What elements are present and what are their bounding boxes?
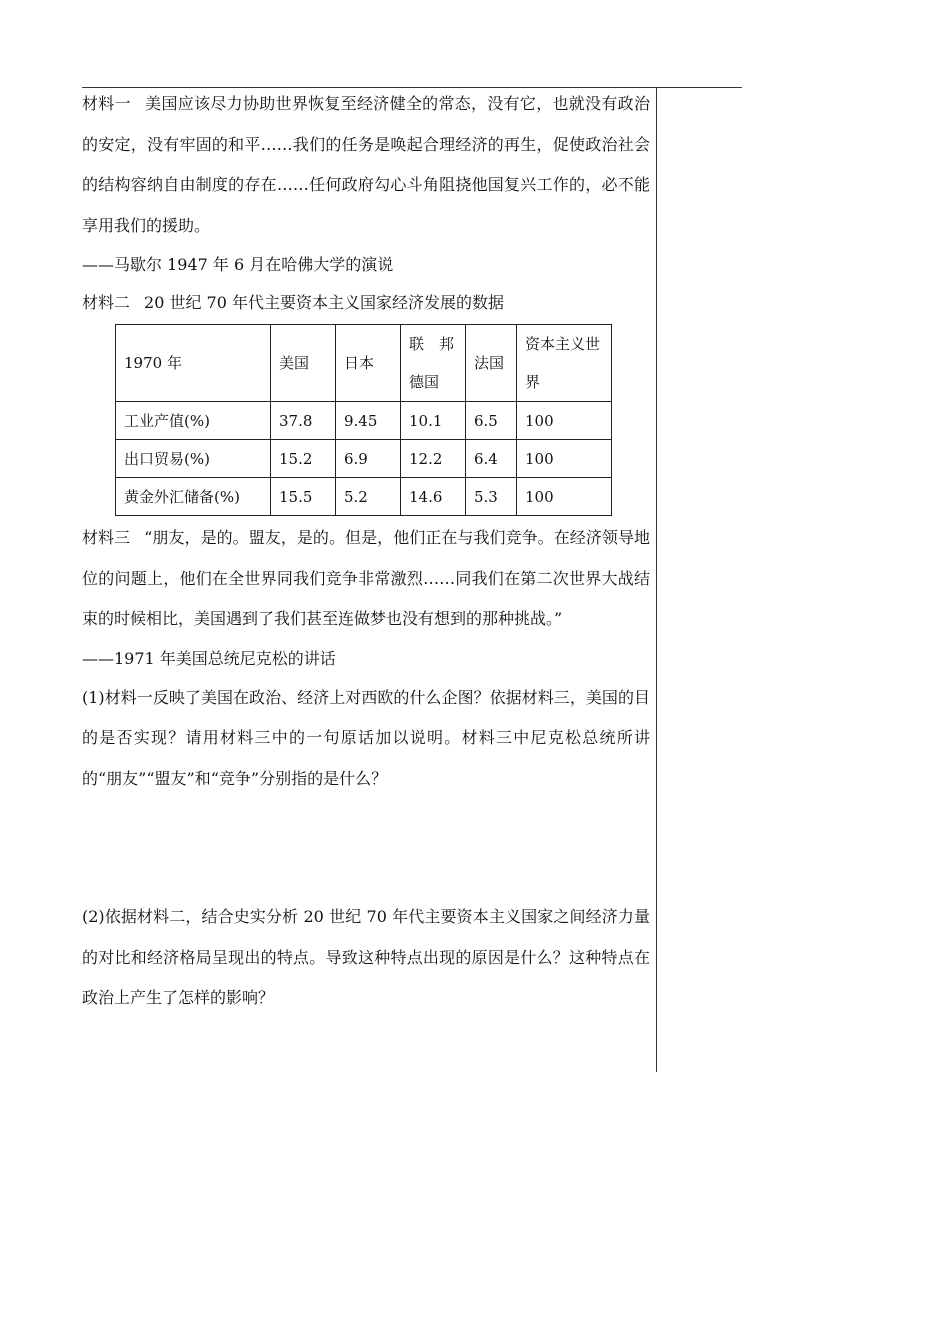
material-two-label: 材料二 <box>82 293 131 312</box>
question-two: (2)依据材料二，结合史实分析 20 世纪 70 年代主要资本主义国家之间经济力量的对比和经济格局呈现出的特点。导致这种特点出现的原因是什么？这种特点在政治上产生了怎样的影响？ <box>82 907 650 1007</box>
table-cell: 14.6 <box>401 478 466 516</box>
row-label: 黄金外汇储备(%) <box>116 478 271 516</box>
header-year: 1970 年 <box>116 325 271 402</box>
table-cell: 5.3 <box>466 478 517 516</box>
answer-space <box>82 799 650 897</box>
table-cell: 100 <box>517 478 612 516</box>
table-cell: 6.4 <box>466 440 517 478</box>
row-label: 出口贸易(%) <box>116 440 271 478</box>
economic-data-table <box>115 324 612 516</box>
table-cell: 5.2 <box>336 478 401 516</box>
row-label: 工业产值(%) <box>116 402 271 440</box>
question-content <box>82 84 650 1019</box>
header-capitalist-world: 资本主义世界 <box>517 325 612 402</box>
table-cell: 100 <box>517 402 612 440</box>
right-border-line <box>656 87 657 1072</box>
material-one-source: ——马歇尔 1947 年 6 月在哈佛大学的演说 <box>82 255 394 274</box>
table-cell: 37.8 <box>271 402 336 440</box>
table-cell: 9.45 <box>336 402 401 440</box>
table-cell: 6.9 <box>336 440 401 478</box>
material-three-label: 材料三 <box>82 528 131 547</box>
material-three-source: ——1971 年美国总统尼克松的讲话 <box>82 648 336 668</box>
table-row <box>116 402 612 440</box>
table-row <box>116 440 612 478</box>
table-header-row <box>116 325 612 402</box>
table-cell: 100 <box>517 440 612 478</box>
material-two-title: 20 世纪 70 年代主要资本主义国家经济发展的数据 <box>144 293 504 312</box>
question-one: (1)材料一反映了美国在政治、经济上对西欧的什么企图？依据材料三，美国的目的是否实现？请用材料三中的一句原话加以说明。材料三中尼克松总统所讲的“朋友”“盟友”和“竞争”分别指的是什么？ <box>82 687 650 788</box>
table-cell: 15.5 <box>271 478 336 516</box>
table-cell: 15.2 <box>271 440 336 478</box>
header-west-germany: 联 邦德国 <box>401 325 466 402</box>
table-cell: 12.2 <box>401 440 466 478</box>
material-three-text: “朋友，是的。盟友，是的。但是，他们正在与我们竞争。在经济领导地位的问题上，他们在全世界同我们竞争非常激烈……同我们在第二次世界大战结束的时候相比，美国遇到了我们甚至连做梦也没有想到的那种挑战。” <box>82 528 650 628</box>
table-row <box>116 478 612 516</box>
material-one-label: 材料一 <box>82 94 131 113</box>
material-one-text: 美国应该尽力协助世界恢复至经济健全的常态，没有它，也就没有政治的安定，没有牢固的和平……我们的任务是唤起合理经济的再生，促使政治社会的结构容纳自由制度的存在……任何政府勾心斗角阻挠他国复兴工作的，必不能享用我们的援助。 <box>82 94 650 235</box>
header-usa: 美国 <box>271 325 336 402</box>
material-three <box>82 518 650 640</box>
table-cell: 6.5 <box>466 402 517 440</box>
table-cell: 10.1 <box>401 402 466 440</box>
header-japan: 日本 <box>336 325 401 402</box>
material-one <box>82 84 650 246</box>
material-two-heading <box>82 284 650 322</box>
header-france: 法国 <box>466 325 517 402</box>
